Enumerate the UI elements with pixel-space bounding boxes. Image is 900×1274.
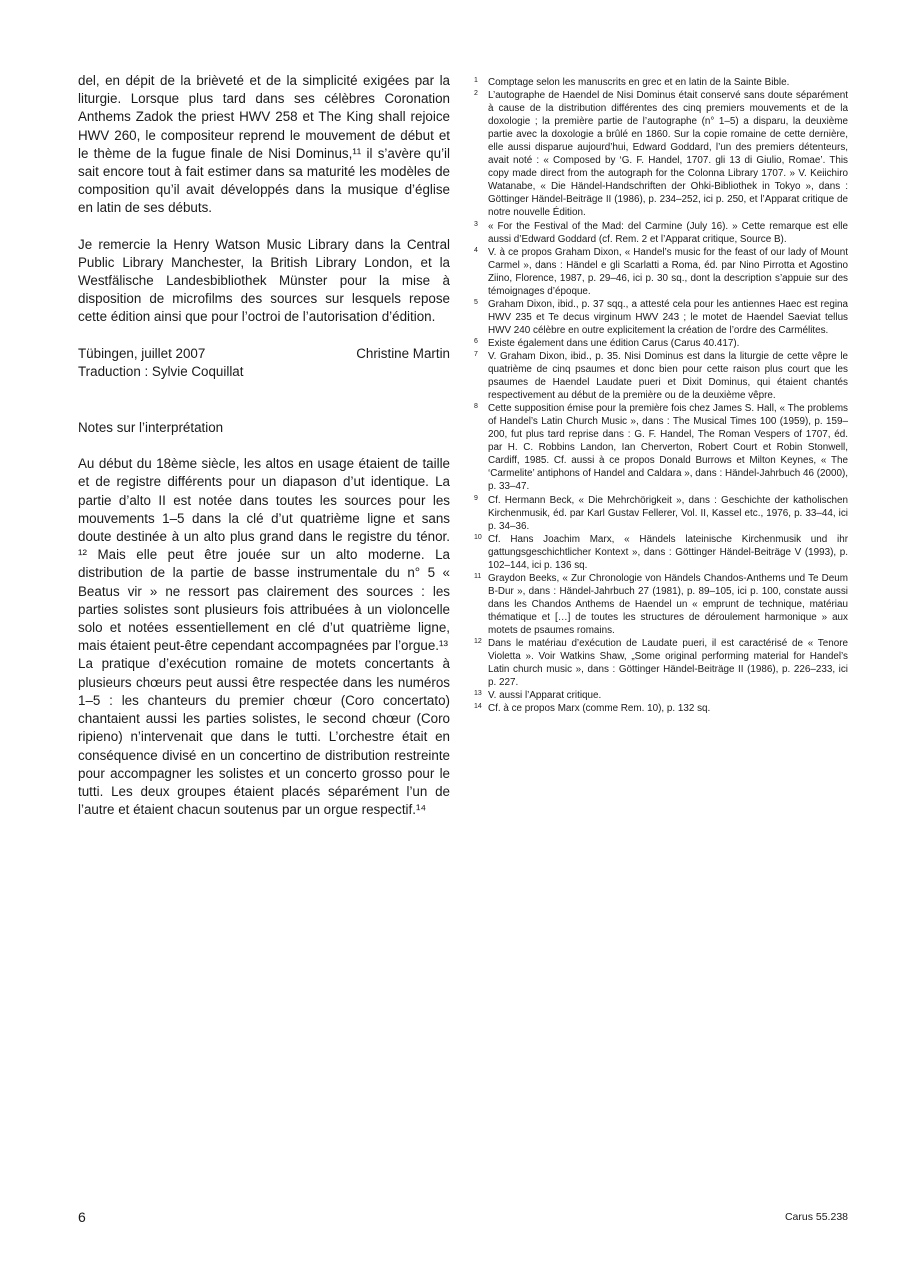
footnote xyxy=(474,220,848,246)
main-text-column xyxy=(78,72,450,819)
footnote-text: L’autographe de Haendel de Nisi Dominus était conservé sans doute séparément à cause de la distribution différentes des cinq premiers mouvements et de la doxologie ; la première partie de l’autographe (n° 1–5) a disparu, la deuxième partie avec la doxologie a brûlé en 1860. Sur la copie romaine de cette dernière, elle aussi disparue aujourd’hui, Edward Goddard, l’un des premiers détenteurs, avait noté : « Composed by ‘G. F. Handel, 1707. gli 13 di Giulio, Romae’. This copy made direct from the autograph for the Colonna Library 1707. » V. Keiichiro Watanabe, « Die Händel-Handschriften der Ohki-Bibliothek in Tokyo », dans : Göttinger Händel-Beiträge II (1986), p. 234–252, ici p. 250, et l’Apparat critique de notre nouvelle Édition. xyxy=(488,90,848,219)
footnote-number: 13 xyxy=(474,690,482,698)
footnote xyxy=(474,533,848,572)
footnote-text: V. Graham Dixon, ibid., p. 35. Nisi Dominus est dans la liturgie de cette vêpre le quatrième de cinq psaumes et donc bien pour cette raison plus court que les psaumes de Haendel Laudate pueri et Dixit Dominus, qui étaient chantés respectivement au début de la première ou de la deuxième vêpre. xyxy=(488,350,848,402)
footnote-text: V. à ce propos Graham Dixon, « Handel’s music for the feast of our lady of Mount Carmel », dans : Händel e gli Scarlatti a Roma, éd. par Nino Pirrotta et Agostino Ziino, Florence, 1987, p. 29–46, ici p. 30 sq., dont la description s’appuie sur des témoignages d’époque. xyxy=(488,246,848,297)
section-heading: Notes sur l’interprétation xyxy=(78,420,224,436)
translator-credit: Traduction : Sylvie Coquillat xyxy=(78,363,244,379)
footnote-text: Cf. Hans Joachim Marx, « Händels lateinische Kirchenmusik und ihr gattungsgeschichtlicher Kontext », dans : Göttinger Händel-Beiträge V (1993), p. 102–144, ici p. 136 sq. xyxy=(488,533,848,571)
footnote-text: « For the Festival of the Mad: del Carmine (July 16). » Cette remarque est elle aussi d’Edward Goddard (cf. Rem. 2 et l’Apparat critique, Source B). xyxy=(488,220,848,245)
footnote-number: 11 xyxy=(474,572,482,580)
footnote xyxy=(474,494,848,533)
footnote-number: 4 xyxy=(474,246,478,254)
acknowledgements-paragraph: Je remercie la Henry Watson Music Library dans la Central Public Library Manchester, la British Library London, et la Westfälische Landesbibliothek Münster pour la mise à disposition de microfilms des sources sur lesquels repose cette édition ainsi que pour l’octroi de l’autorisation d’édition. xyxy=(78,236,450,325)
footnote-text: Dans le matériau d’exécution de Laudate pueri, il est caractérisé de « Tenore Violetta ». Voir Watkins Shaw, „Some original performing material for Handel’s Latin church music », dans : Göttinger Händel-Beiträge II (1986), p. 226–233, ici p. 227. xyxy=(488,638,848,689)
footnote-number: 12 xyxy=(474,638,482,646)
footnote xyxy=(474,637,848,689)
footnote-number: 3 xyxy=(474,220,478,228)
footnote-text: Graydon Beeks, « Zur Chronologie von Händels Chandos-Anthems und Te Deum B-Dur », dans : Händel-Jahrbuch 27 (1981), p. 89–105, ici p. 100, constate aussi dans les Chandos Anthems de Haendel un « emprunt de technique, matériau thématique et […] de toutes les structures de déroulement harmonique » aux motets de psaumes romains. xyxy=(488,572,848,636)
footnote xyxy=(474,572,848,637)
footnote xyxy=(474,350,848,402)
page-number: 6 xyxy=(78,1209,86,1225)
performance-paragraph-2: La pratique d’exécution romaine de motets concertants à plusieurs chœurs peut aussi être respectée dans les numéros 1–5 : les chanteurs du premier chœur (Coro concertato) chantaient aussi les parties solistes, le second chœur (Coro ripieno) n’intervenait que dans le tutti. L’orchestre était en conséquence divisé en un concertino de distribution restreinte pour accompagner les solistes et un concerto grosso pour le tutti. Les deux groupes étaient placés séparément l’un de l’autre et étaient chacun soutenus par un orgue respectif.¹⁴ xyxy=(78,656,450,818)
footnote xyxy=(474,76,848,89)
performance-paragraph-1: Au début du 18ème siècle, les altos en usage étaient de taille et de registre différents pour un diapason d’ut identique. La partie d’alto II est notée dans toutes les sources pour les mouvements 1–5 dans la clé d’ut quatrième ligne et sans doute destinée à un alto plus grand dans le registre du ténor. ¹² Mais elle peut être jouée sur un alto moderne. La distribution de la partie de basse instrumentale du n° 5 « Beatus vir » ne ressort pas clairement des sources : les parties solistes sont plusieurs fois attribuées à un violoncelle solo et notées essentiellement en clé d’ut quatrième ligne, mais étaient peut-être cependant accompagnées par l’orgue.¹³ xyxy=(78,456,450,654)
footnote-text: Cf. Hermann Beck, « Die Mehrchörigkeit », dans : Geschichte der katholischen Kirchenmusik, éd. par Karl Gustav Fellerer, Vol. II, Kassel etc., 1976, p. 33–44, ici p. 34–36. xyxy=(488,494,848,532)
footnote xyxy=(474,337,848,350)
footnote-text: Existe également dans une édition Carus (Carus 40.417). xyxy=(488,337,740,349)
closing-paragraph: del, en dépit de la brièveté et de la simplicité exigées par la liturgie. Lorsque plus tard dans ses célèbres Coronation Anthems Zadok the priest HWV 258 et The King shall rejoice HWV 260, le compositeur reprend le mouvement de début et le thème de la fugue finale de Nisi Dominus,¹¹ il s’avère qu’il sait encore tout à fait estimer dans sa maturité les modèles de composition qu’il avait développés dans la musique d’église en latin de ses débuts. xyxy=(78,73,450,216)
place-date: Tübingen, juillet 2007 xyxy=(78,345,206,361)
footnote xyxy=(474,89,848,219)
footnote-text: Comptage selon les manuscrits en grec et en latin de la Sainte Bible. xyxy=(488,77,790,88)
footnote-number: 2 xyxy=(474,90,478,98)
footnote-number: 5 xyxy=(474,298,478,306)
footnote xyxy=(474,298,848,337)
footnote-number: 6 xyxy=(474,337,478,345)
footnote-number: 10 xyxy=(474,533,482,541)
footnote xyxy=(474,246,848,298)
footnote xyxy=(474,702,848,715)
footnote-text: Cette supposition émise pour la première fois chez James S. Hall, « The problems of Handel’s Latin Church Music », dans : The Musical Times 100 (1959), p. 159–200, fut plus tard reprise dans : G. F. Handel, The Roman Vespers of 1707, éd. par H. C. Robbins Landon, Ian Cherverton, Robert Court et Robin Stonwell, Cardiff, 1985. Cf. aussi à ce propos Donald Burrows et Milton Keynes, « The ‘Carmelite’ antiphons of Handel and Caldara », dans : Händel-Jahrbuch 46 (2000), p. 33–47. xyxy=(488,403,848,493)
footnote xyxy=(474,402,848,493)
footnote-text: V. aussi l’Apparat critique. xyxy=(488,690,602,702)
footnote-number: 8 xyxy=(474,403,478,411)
author-name: Christine Martin xyxy=(356,345,450,361)
catalog-number: Carus 55.238 xyxy=(784,1211,848,1223)
footnote-number: 7 xyxy=(474,350,478,358)
footnotes-column xyxy=(474,76,848,715)
footnote xyxy=(474,689,848,702)
footnote-text: Graham Dixon, ibid., p. 37 sqq., a attesté cela pour les antiennes Haec est regina HWV 235 et Te decus virginum HWV 243 ; le motet de Haendel Saeviat tellus HWV 240 célèbre en outre explicitement la création de l’ordre des Carmélites. xyxy=(488,298,848,336)
footnote-number: 1 xyxy=(474,77,478,84)
signature-line xyxy=(78,345,450,363)
footnote-number: 9 xyxy=(474,494,478,502)
footnote-text: Cf. à ce propos Marx (comme Rem. 10), p. 132 sq. xyxy=(488,703,711,715)
footnote-number: 14 xyxy=(474,703,482,711)
